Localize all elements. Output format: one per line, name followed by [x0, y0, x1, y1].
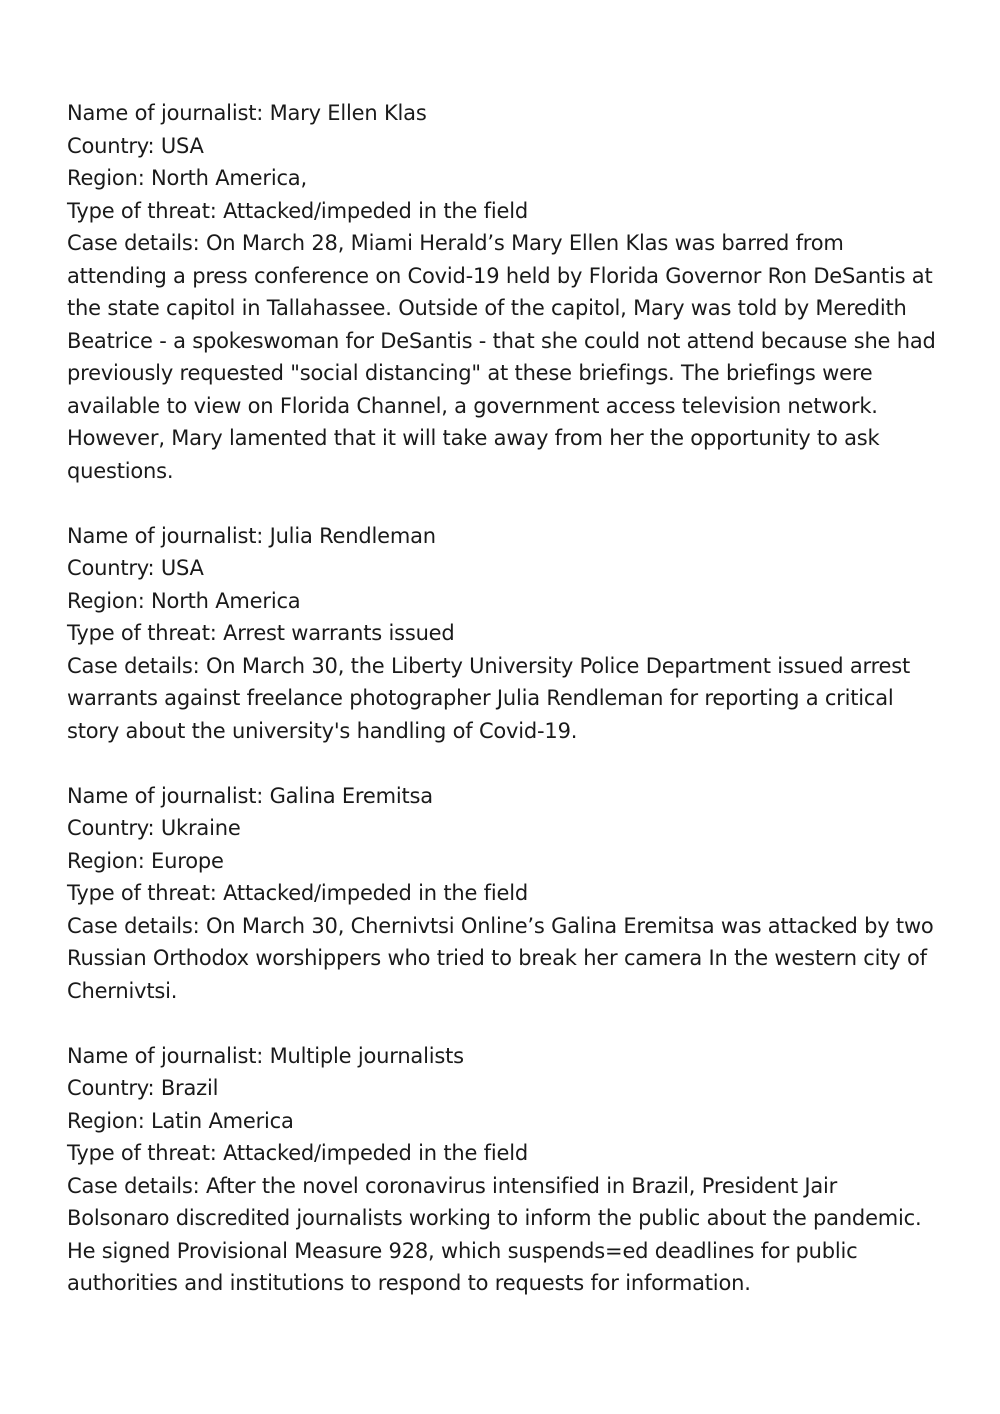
- case-details: Case details: On March 30, Chernivtsi Online’s Galina Eremitsa was attacked by two Russian Orthodox worshippers who tried to break her camera In the western city of Chernivtsi.: [67, 913, 934, 1003]
- journalist-name: Name of journalist: Julia Rendleman: [67, 523, 436, 548]
- region: Region: Europe: [67, 848, 224, 873]
- country: Country: Brazil: [67, 1076, 219, 1100]
- region: Region: North America,: [67, 166, 307, 190]
- country: Country: USA: [67, 133, 204, 158]
- journalist-name: Name of journalist: Multiple journalists: [67, 1043, 464, 1068]
- case-entry-galina-eremitsa: [67, 780, 942, 1008]
- case-details: Case details: On March 28, Miami Herald’s Mary Ellen Klas was barred from attending a press conference on Covid-19 held by Florida Governor Ron DeSantis at the state capitol in Tallahassee. Outside of the capitol, Mary was told by Meredith Beatrice - a spokeswoman for DeSantis - that she could not attend because she had previously requested "social distancing" at these briefings. The briefings were available to view on Florida Channel, a government access television network. However, Mary lamented that it will take away from her the opportunity to ask questions.: [67, 231, 936, 483]
- journalist-name: Name of journalist: Galina Eremitsa: [67, 783, 433, 808]
- region: Region: North America: [67, 588, 301, 613]
- country: Country: Ukraine: [67, 816, 241, 840]
- threat-type: Type of threat: Attacked/impeded in the field: [67, 881, 528, 905]
- case-entry-julia-rendleman: [67, 520, 942, 748]
- case-entry-multiple-journalists: [67, 1040, 942, 1300]
- journalist-name: Name of journalist: Mary Ellen Klas: [67, 101, 427, 125]
- threat-type: Type of threat: Arrest warrants issued: [67, 621, 455, 645]
- threat-type: Type of threat: Attacked/impeded in the field: [67, 1141, 528, 1165]
- case-details: Case details: On March 30, the Liberty University Police Department issued arrest warrants against freelance photographer Julia Rendleman for reporting a critical story about the university's handling of Covid-19.: [67, 653, 911, 743]
- document-page: [67, 97, 942, 1332]
- region: Region: Latin America: [67, 1108, 294, 1133]
- threat-type: Type of threat: Attacked/impeded in the field: [67, 198, 528, 223]
- country: Country: USA: [67, 556, 204, 580]
- case-details: Case details: After the novel coronavirus intensified in Brazil, President Jair Bolsonaro discredited journalists working to inform the public about the pandemic. He signed Provisional Measure 928, which suspends=ed deadlines for public authorities and institutions to respond to requests for information.: [67, 1173, 922, 1295]
- case-entry-mary-ellen-klas: [67, 97, 942, 487]
